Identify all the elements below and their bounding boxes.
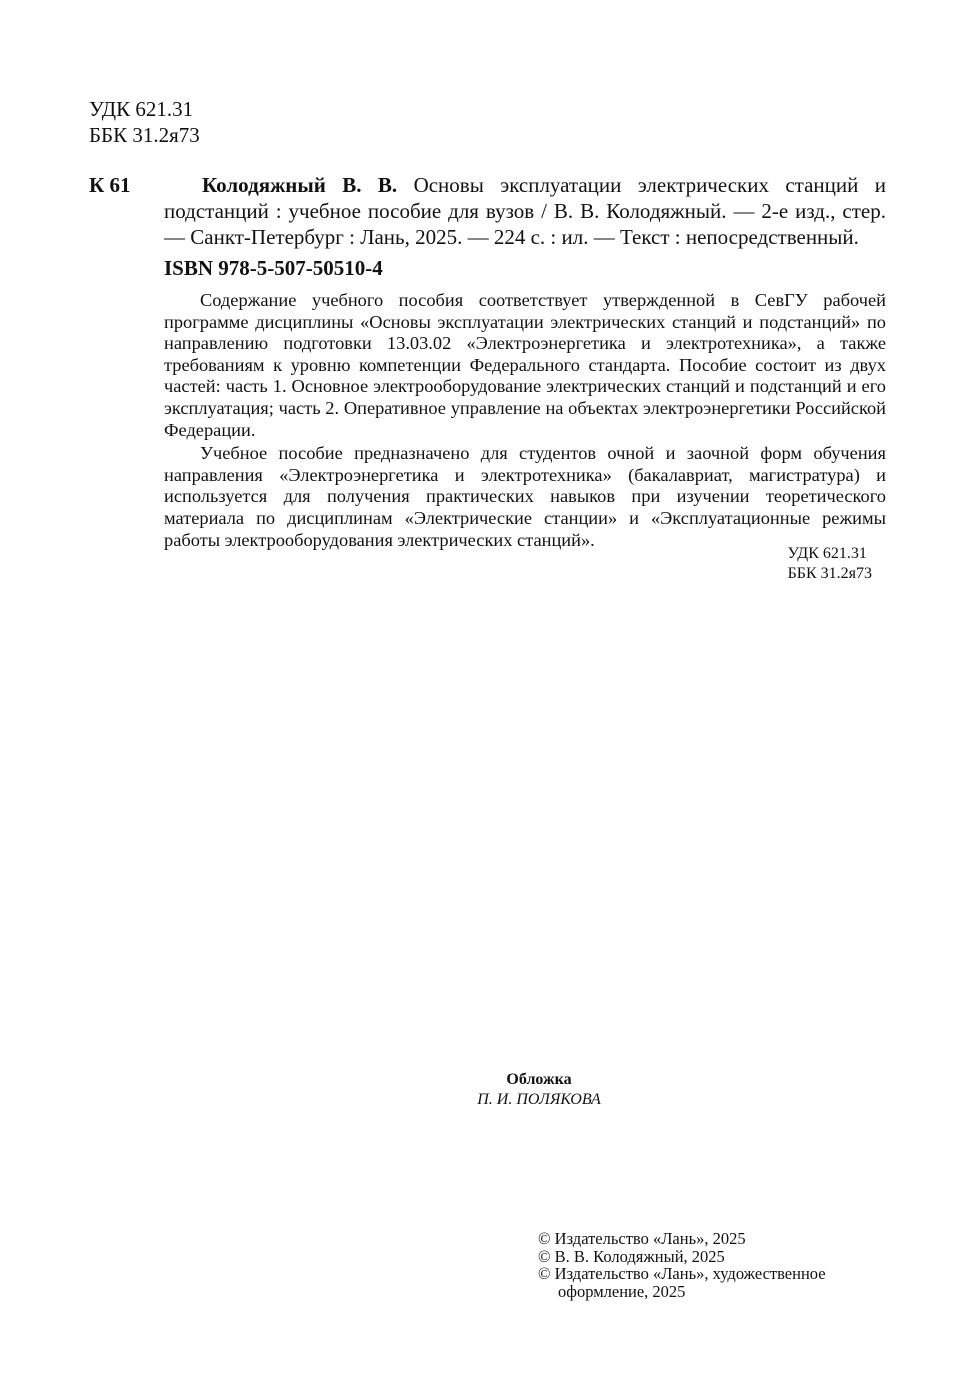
header-udk: УДК 621.31 (89, 97, 194, 121)
annotation-classification (788, 544, 872, 584)
cover-designer: П. И. ПОЛЯКОВА (477, 1091, 601, 1108)
annotation-paragraph: Содержание учебного пособия соответствует утвержденной в СевГУ рабочей программе дисциплины «Основы эксплуатации электрических станций и подстанций» по направлению подготовки 13.03.02 «Электроэнергетика и электротехника», а также требованиям к уровню компетенции Федерального стандарта. Пособие состоит из двух частей: часть 1. Основное электрооборудование электрических станций и подстанций и его эксплуатация; часть 2. Оперативное управление на объектах электроэнергетики Российской Федерации. (164, 290, 886, 440)
bbk-code: ББК 31.2я73 (787, 565, 872, 582)
copyright-line: оформление, 2025 (558, 1281, 686, 1301)
copyright-block (538, 1230, 826, 1300)
header-classification (89, 96, 200, 148)
annotation (164, 290, 886, 553)
copyright-line: © Издательство «Лань», художественное (538, 1264, 826, 1283)
bibliographic-description: Основы эксплуатации электрических станций и подстанций : учебное пособие для вузов / В. В. Колодяжный. — 2-е изд., стер. — Санкт-Петербург : Лань, 2025. — 224 с. : ил. — Текст : непосредственный. (164, 173, 887, 249)
cover-credit (0, 1070, 976, 1110)
author-mark: К 61 (89, 173, 131, 197)
author-name: Колодяжный В. В. (202, 173, 398, 197)
isbn: ISBN 978-5-507-50510-4 (164, 256, 383, 280)
cover-label: Обложка (506, 1071, 572, 1088)
bibliographic-record (164, 172, 886, 250)
copyright-line: © Издательство «Лань», 2025 (538, 1229, 746, 1248)
header-bbk: ББК 31.2я73 (89, 123, 200, 147)
udk-code: УДК 621.31 (787, 545, 867, 562)
annotation-paragraph: Учебное пособие предназначено для студентов очной и заочной форм обучения направления «Электроэнергетика и электротехника» (бакалавриат, магистратура) и используется для получения практических навыков при изучении теоретического материала по дисциплинам «Электрические станции» и «Эксплуатационные режимы работы электрооборудования электрических станций». (164, 443, 886, 550)
copyright-line: © В. В. Колодяжный, 2025 (538, 1246, 725, 1266)
